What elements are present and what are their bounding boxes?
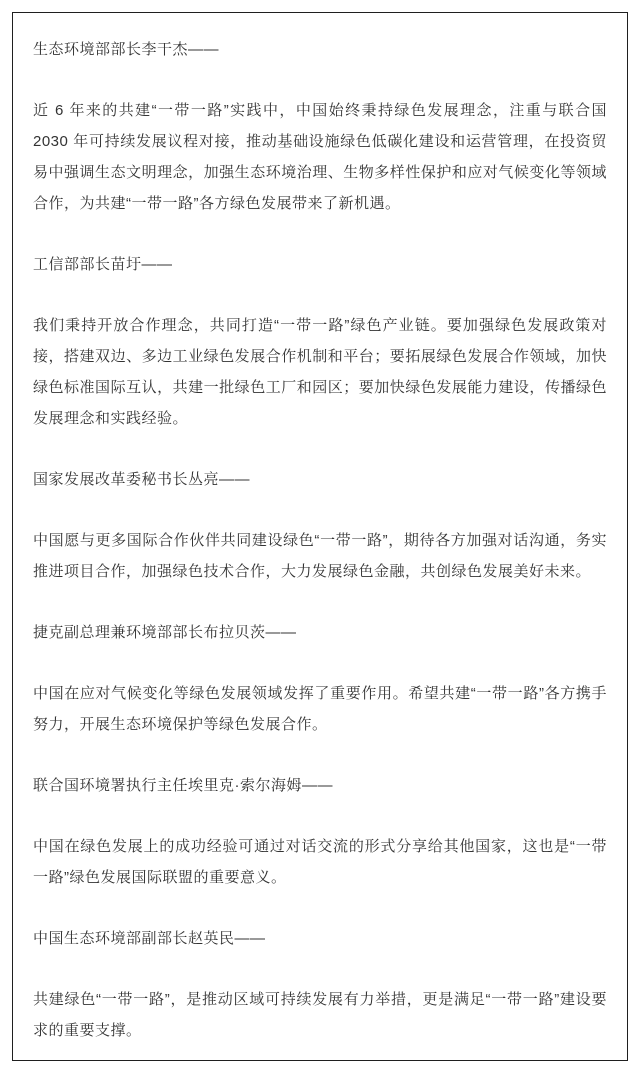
speaker-heading: 生态环境部部长李干杰—— (33, 41, 220, 58)
quote-paragraph: 我们秉持开放合作理念，共同打造“一带一路”绿色产业链。要加强绿色发展政策对接，搭建双边、多边工业绿色发展合作机制和平台；要拓展绿色发展合作领域，加快绿色标准国际互认，共建一批绿色工厂和园区；要加快绿色发展能力建设，传播绿色发展理念和实践经验。 (33, 317, 607, 427)
quote-paragraph: 中国在应对气候变化等绿色发展领域发挥了重要作用。希望共建“一带一路”各方携手努力，开展生态环境保护等绿色发展合作。 (33, 685, 607, 733)
quote-paragraph: 中国在绿色发展上的成功经验可通过对话交流的形式分享给其他国家，这也是“一带一路”绿色发展国际联盟的重要意义。 (33, 838, 607, 886)
quote-section (33, 770, 607, 893)
quote-section (33, 34, 607, 219)
quote-paragraph: 近 6 年来的共建“一带一路”实践中，中国始终秉持绿色发展理念，注重与联合国 2030 年可持续发展议程对接，推动基础设施绿色低碳化建设和运营管理，在投资贸易中强调生态文明理念，加强生态环境治理、生物多样性保护和应对气候变化等领域合作，为共建“一带一路”各方绿色发展带来了新机遇。 (33, 102, 607, 212)
quote-section (33, 464, 607, 587)
quote-section (33, 923, 607, 1046)
quote-paragraph: 共建绿色“一带一路”，是推动区域可持续发展有力举措，更是满足“一带一路”建设要求的重要支撑。 (33, 991, 607, 1039)
speaker-heading: 工信部部长苗圩—— (33, 256, 173, 273)
speaker-heading: 联合国环境署执行主任埃里克·索尔海姆—— (33, 777, 333, 794)
speaker-heading: 国家发展改革委秘书长丛亮—— (33, 471, 251, 488)
speaker-heading: 捷克副总理兼环境部部长布拉贝茨—— (33, 624, 297, 641)
quote-section (33, 249, 607, 434)
quote-paragraph: 中国愿与更多国际合作伙伴共同建设绿色“一带一路”，期待各方加强对话沟通，务实推进项目合作，加强绿色技术合作，大力发展绿色金融，共创绿色发展美好未来。 (33, 532, 607, 580)
document-page (12, 12, 628, 1061)
quote-section (33, 617, 607, 740)
speaker-heading: 中国生态环境部副部长赵英民—— (33, 930, 266, 947)
